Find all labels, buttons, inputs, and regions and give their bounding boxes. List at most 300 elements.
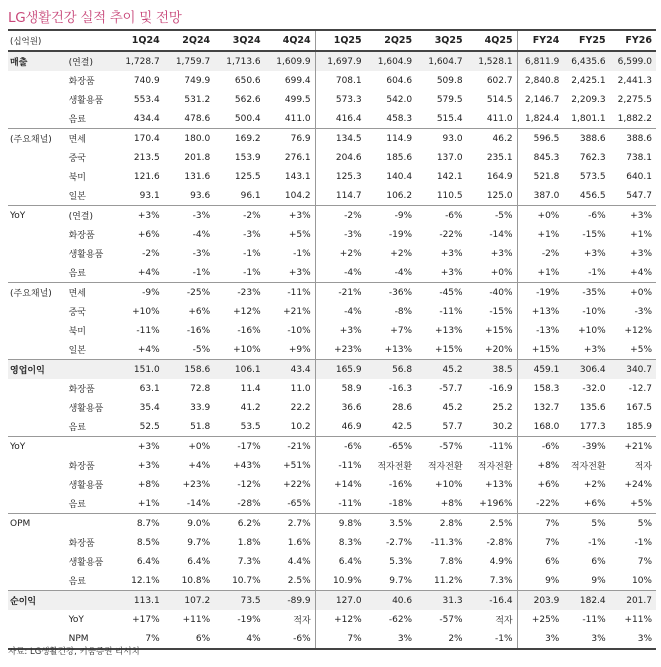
value-cell: 7% — [637, 556, 652, 567]
value-cell: +12% — [624, 325, 652, 336]
value-cell: 140.4 — [386, 171, 413, 182]
value-cell: -40% — [489, 287, 513, 298]
value-cell: -6% — [293, 633, 311, 644]
value-cell: 411.0 — [486, 113, 513, 124]
value-cell: -12% — [237, 479, 261, 490]
value-cell: 22.2 — [290, 402, 311, 413]
value-cell: 51.8 — [190, 421, 211, 432]
table-row — [8, 475, 656, 494]
value-cell: 478.6 — [184, 113, 211, 124]
value-cell: 11.0 — [290, 383, 311, 394]
value-cell: +6% — [517, 475, 563, 494]
value-cell: +11% — [182, 614, 211, 625]
row-sub-label: 화장품 — [68, 231, 95, 241]
value-cell: +3% — [288, 210, 311, 221]
value-cell: 2% — [448, 633, 463, 644]
value-cell: 28.6 — [392, 402, 413, 413]
value-cell: 6.4% — [136, 556, 160, 567]
row-sub-label: NPM — [68, 633, 89, 644]
value-cell: -8% — [394, 306, 413, 317]
value-cell: 적자 — [634, 462, 652, 472]
value-cell: +8% — [137, 479, 160, 490]
value-cell: +3% — [630, 210, 652, 221]
value-cell: 73.5 — [240, 595, 261, 606]
row-category-label — [8, 321, 61, 340]
value-cell: 416.4 — [315, 109, 365, 129]
value-cell: 3% — [397, 633, 413, 644]
table-row — [8, 321, 656, 340]
value-cell: 185.9 — [626, 421, 652, 432]
column-header: 3Q25 — [434, 35, 463, 46]
value-cell: 500.4 — [234, 113, 261, 124]
value-cell: -1% — [192, 267, 211, 278]
value-cell: 9.7% — [187, 537, 211, 548]
column-header: 1Q24 — [131, 35, 160, 46]
value-cell: -11% — [287, 287, 311, 298]
value-cell: +25% — [517, 610, 563, 629]
value-cell: -36% — [388, 287, 413, 298]
source-note: 자료: LG생활건강, 키움증권 리서치 — [8, 647, 140, 657]
value-cell: -5% — [192, 344, 211, 355]
row-category-label: YoY — [10, 210, 26, 221]
value-cell: -11% — [315, 494, 365, 514]
value-cell: -62% — [388, 614, 413, 625]
table-row — [8, 263, 656, 283]
row-category-label — [8, 379, 61, 398]
value-cell: 106.1 — [234, 364, 261, 375]
table-row — [8, 456, 656, 475]
value-cell: 740.9 — [133, 75, 160, 86]
value-cell: -11% — [315, 456, 365, 475]
row-sub-label: 화장품 — [68, 385, 95, 395]
column-header: FY25 — [579, 35, 606, 46]
value-cell: 114.7 — [315, 186, 365, 206]
value-cell: +196% — [479, 498, 513, 509]
value-cell: -23% — [237, 287, 261, 298]
table-row — [8, 360, 656, 380]
value-cell: +2% — [315, 244, 365, 263]
value-cell: 33.9 — [190, 402, 211, 413]
value-cell: 168.0 — [517, 417, 563, 437]
value-cell: +13% — [435, 325, 463, 336]
value-cell: +3% — [315, 321, 365, 340]
value-cell: 57.7 — [442, 421, 463, 432]
row-sub-label: 중국 — [68, 154, 86, 164]
value-cell: +0% — [630, 287, 652, 298]
value-cell: +1% — [517, 263, 563, 283]
value-cell: 596.5 — [517, 129, 563, 149]
value-cell: 127.0 — [315, 591, 365, 611]
table-row — [8, 71, 656, 90]
table-row — [8, 398, 656, 417]
table-row — [8, 610, 656, 629]
value-cell: 542.0 — [386, 94, 413, 105]
value-cell: 6% — [195, 633, 211, 644]
table-row — [8, 206, 656, 226]
value-cell: 573.5 — [579, 171, 606, 182]
value-cell: -9% — [394, 210, 413, 221]
value-cell: 9.8% — [315, 514, 365, 534]
value-cell: 131.6 — [184, 171, 211, 182]
value-cell: +0% — [517, 206, 563, 226]
value-cell: -10% — [582, 306, 606, 317]
value-cell: -22% — [439, 229, 463, 240]
row-sub-label: 일본 — [68, 346, 86, 356]
value-cell: +4% — [137, 267, 160, 278]
row-sub-label: 생활용품 — [68, 404, 104, 414]
table-row — [8, 417, 656, 437]
value-cell: 42.5 — [392, 421, 413, 432]
row-category-label — [8, 398, 61, 417]
row-category-label — [8, 456, 61, 475]
table-row — [8, 494, 656, 514]
value-cell: 52.5 — [139, 421, 160, 432]
value-cell: +3% — [288, 267, 311, 278]
value-cell: 235.1 — [486, 152, 513, 163]
value-cell: +5% — [630, 498, 652, 509]
row-sub-label: (연결) — [68, 58, 94, 68]
value-cell: 9.7% — [389, 575, 413, 586]
value-cell: 185.6 — [386, 152, 413, 163]
value-cell: 적자전환 — [427, 462, 463, 472]
value-cell: +5% — [288, 229, 311, 240]
row-sub-label — [61, 360, 114, 380]
value-cell: 531.2 — [184, 94, 211, 105]
row-sub-label — [61, 591, 114, 611]
table-row — [8, 244, 656, 263]
row-category-label — [8, 475, 61, 494]
value-cell: 459.1 — [517, 360, 563, 380]
value-cell: -1% — [588, 537, 606, 548]
value-cell: 2,840.8 — [517, 71, 563, 90]
value-cell: +1% — [630, 229, 652, 240]
value-cell: 5.3% — [389, 556, 413, 567]
value-cell: -16% — [237, 325, 261, 336]
value-cell: 7% — [517, 514, 563, 534]
value-cell: 56.8 — [392, 364, 413, 375]
value-cell: 4.4% — [287, 556, 311, 567]
value-cell: +6% — [137, 229, 160, 240]
column-header: FY24 — [517, 30, 563, 51]
value-cell: +13% — [517, 302, 563, 321]
value-cell: 650.6 — [234, 75, 261, 86]
value-cell: 10.9% — [315, 571, 365, 591]
value-cell: -6% — [445, 210, 463, 221]
row-category-label — [8, 148, 61, 167]
value-cell: 132.7 — [517, 398, 563, 417]
value-cell: 4.9% — [489, 556, 513, 567]
row-category-label: 영업이익 — [10, 366, 45, 376]
value-cell: +13% — [384, 344, 413, 355]
value-cell: 1.6% — [287, 537, 311, 548]
value-cell: +3% — [583, 344, 606, 355]
value-cell: 2,425.1 — [571, 75, 606, 86]
value-cell: 10.2 — [290, 421, 311, 432]
value-cell: +15% — [435, 344, 463, 355]
table-row — [8, 129, 656, 149]
value-cell: 573.3 — [315, 90, 365, 109]
row-sub-label: 생활용품 — [68, 558, 104, 568]
value-cell: -65% — [388, 441, 413, 452]
value-cell: 514.5 — [486, 94, 513, 105]
value-cell: 1,759.7 — [175, 56, 211, 67]
column-header: 3Q24 — [232, 35, 261, 46]
row-sub-label: 중국 — [68, 308, 86, 318]
value-cell: 1,604.9 — [377, 56, 413, 67]
value-cell: 640.1 — [626, 171, 652, 182]
value-cell: 93.6 — [190, 190, 211, 201]
unit-label: (십억원) — [10, 36, 42, 47]
value-cell: 306.4 — [579, 364, 606, 375]
value-cell: +51% — [283, 460, 311, 471]
value-cell: 125.5 — [234, 171, 261, 182]
value-cell: 8.3% — [315, 533, 365, 552]
value-cell: 180.0 — [184, 133, 211, 144]
value-cell: 2,275.5 — [617, 94, 652, 105]
value-cell: 2,209.3 — [571, 94, 606, 105]
value-cell: 143.1 — [284, 171, 311, 182]
value-cell: 749.9 — [184, 75, 211, 86]
value-cell: 36.6 — [315, 398, 365, 417]
value-cell: +3% — [630, 248, 652, 259]
value-cell: 적자전환 — [477, 462, 513, 472]
row-category-label: YoY — [10, 441, 26, 452]
value-cell: +3% — [137, 460, 160, 471]
row-sub-label: 화장품 — [68, 462, 95, 472]
value-cell: 203.9 — [517, 591, 563, 611]
value-cell: 604.6 — [386, 75, 413, 86]
value-cell: -21% — [287, 441, 311, 452]
value-cell: 3% — [637, 633, 652, 644]
value-cell: +6% — [188, 306, 211, 317]
table-row — [8, 571, 656, 591]
value-cell: 4% — [246, 633, 261, 644]
row-category-label — [8, 417, 61, 437]
value-cell: +0% — [188, 441, 211, 452]
value-cell: 340.7 — [626, 364, 652, 375]
row-category-label — [8, 610, 61, 629]
value-cell: 6% — [591, 556, 606, 567]
table-row — [8, 109, 656, 129]
table-row — [8, 148, 656, 167]
value-cell: 1,882.2 — [617, 113, 652, 124]
value-cell: +3% — [137, 441, 160, 452]
value-cell: 96.1 — [240, 190, 261, 201]
value-cell: 적자 — [495, 616, 513, 626]
value-cell: -2.8% — [486, 537, 513, 548]
table-row — [8, 186, 656, 206]
value-cell: +43% — [233, 460, 261, 471]
value-cell: -16.3 — [388, 383, 413, 394]
row-sub-label: 음료 — [68, 423, 86, 433]
value-cell: +23% — [315, 340, 365, 360]
value-cell: +4% — [137, 344, 160, 355]
value-cell: +7% — [390, 325, 413, 336]
value-cell: -1% — [243, 267, 261, 278]
column-header: FY26 — [625, 35, 652, 46]
row-sub-label: 음료 — [68, 500, 86, 510]
row-sub-label: 북미 — [68, 327, 86, 337]
value-cell: -89.9 — [287, 595, 311, 606]
value-cell: 93.0 — [442, 133, 463, 144]
value-cell: -2.7% — [385, 537, 413, 548]
row-category-label — [8, 340, 61, 360]
value-cell: 2.5% — [489, 518, 513, 529]
row-category-label: 매출 — [10, 58, 28, 68]
value-cell: 125.3 — [315, 167, 365, 186]
value-cell: +4% — [630, 267, 652, 278]
value-cell: -14% — [489, 229, 513, 240]
row-sub-label: 음료 — [68, 115, 86, 125]
value-cell: 509.8 — [436, 75, 463, 86]
row-sub-label: YoY — [68, 614, 84, 625]
value-cell: -5% — [495, 210, 513, 221]
value-cell: -35% — [582, 287, 606, 298]
value-cell: -57% — [439, 614, 463, 625]
value-cell: +13% — [485, 479, 513, 490]
value-cell: 1,604.7 — [428, 56, 463, 67]
value-cell: 125.0 — [486, 190, 513, 201]
value-cell: 553.4 — [133, 94, 160, 105]
value-cell: 113.1 — [133, 595, 160, 606]
value-cell: -13% — [517, 321, 563, 340]
value-cell: 158.3 — [517, 379, 563, 398]
value-cell: 58.9 — [315, 379, 365, 398]
table-row — [8, 167, 656, 186]
value-cell: 2.7% — [287, 518, 311, 529]
value-cell: 2.8% — [439, 518, 463, 529]
value-cell: -17% — [237, 441, 261, 452]
value-cell: 169.2 — [234, 133, 261, 144]
value-cell: +15% — [517, 340, 563, 360]
value-cell: +17% — [132, 614, 160, 625]
value-cell: +23% — [182, 479, 211, 490]
value-cell: +1% — [137, 498, 160, 509]
value-cell: 121.6 — [133, 171, 160, 182]
table-row — [8, 533, 656, 552]
table-row — [8, 90, 656, 109]
value-cell: 182.4 — [579, 595, 606, 606]
table-row — [8, 514, 656, 534]
value-cell: 11.2% — [434, 575, 463, 586]
value-cell: 3% — [591, 633, 606, 644]
column-header: 1Q25 — [315, 30, 365, 51]
value-cell: 6,811.9 — [517, 51, 563, 71]
value-cell: -1% — [634, 537, 652, 548]
value-cell: 562.6 — [234, 94, 261, 105]
value-cell: 2,441.3 — [617, 75, 652, 86]
value-cell: 5% — [591, 518, 606, 529]
row-category-label: 순이익 — [10, 597, 37, 607]
value-cell: -32.0 — [582, 383, 606, 394]
value-cell: 6.4% — [187, 556, 211, 567]
table-row — [8, 591, 656, 611]
value-cell: 적자전환 — [570, 462, 606, 472]
value-cell: 46.9 — [315, 417, 365, 437]
value-cell: -39% — [582, 441, 606, 452]
value-cell: 7% — [315, 629, 365, 649]
value-cell: 276.1 — [284, 152, 311, 163]
value-cell: -11% — [489, 441, 513, 452]
value-cell: -3% — [192, 248, 211, 259]
value-cell: +6% — [583, 498, 606, 509]
row-sub-label: 화장품 — [68, 539, 95, 549]
value-cell: -57% — [439, 441, 463, 452]
table-row — [8, 283, 656, 303]
value-cell: +10% — [132, 306, 160, 317]
column-header: 2Q24 — [182, 35, 211, 46]
value-cell: 106.2 — [386, 190, 413, 201]
value-cell: -16.9 — [489, 383, 513, 394]
value-cell: 3.5% — [389, 518, 413, 529]
value-cell: 845.3 — [517, 148, 563, 167]
value-cell: 458.3 — [386, 113, 413, 124]
value-cell: -3% — [192, 210, 211, 221]
value-cell: +3% — [583, 248, 606, 259]
value-cell: 142.1 — [436, 171, 463, 182]
value-cell: 35.4 — [139, 402, 160, 413]
value-cell: +1% — [517, 225, 563, 244]
column-header: 4Q24 — [282, 35, 311, 46]
header-row — [8, 30, 656, 51]
value-cell: -4% — [315, 302, 365, 321]
value-cell: 7.3% — [489, 575, 513, 586]
row-sub-label: 생활용품 — [68, 481, 104, 491]
value-cell: 201.8 — [184, 152, 211, 163]
value-cell: 6.2% — [237, 518, 261, 529]
value-cell: +11% — [624, 614, 652, 625]
value-cell: 515.4 — [436, 113, 463, 124]
value-cell: 7.8% — [439, 556, 463, 567]
value-cell: -6% — [517, 437, 563, 457]
value-cell: 1,697.9 — [315, 51, 365, 71]
value-cell: -16% — [388, 479, 413, 490]
value-cell: -2% — [315, 206, 365, 226]
value-cell: 2.5% — [287, 575, 311, 586]
row-category-label — [8, 90, 61, 109]
row-category-label — [8, 71, 61, 90]
value-cell: 11.4 — [240, 383, 261, 394]
value-cell: -10% — [287, 325, 311, 336]
row-category-label — [8, 302, 61, 321]
value-cell: 1.8% — [237, 537, 261, 548]
row-category-label — [8, 263, 61, 283]
value-cell: 6,599.0 — [617, 56, 652, 67]
value-cell: 40.6 — [392, 595, 413, 606]
value-cell: +9% — [288, 344, 311, 355]
value-cell: 63.1 — [139, 383, 160, 394]
table-row — [8, 340, 656, 360]
value-cell: 201.7 — [626, 595, 652, 606]
value-cell: 387.0 — [517, 186, 563, 206]
value-cell: 10% — [631, 575, 652, 586]
value-cell: 6% — [517, 552, 563, 571]
value-cell: 167.5 — [626, 402, 652, 413]
value-cell: +22% — [283, 479, 311, 490]
value-cell: -6% — [315, 437, 365, 457]
value-cell: -4% — [315, 263, 365, 283]
value-cell: +10% — [435, 479, 463, 490]
value-cell: 177.3 — [579, 421, 606, 432]
table-row — [8, 225, 656, 244]
row-category-label — [8, 244, 61, 263]
value-cell: 38.5 — [492, 364, 513, 375]
value-cell: 9% — [591, 575, 606, 586]
value-cell: 388.6 — [579, 133, 606, 144]
value-cell: 10.7% — [232, 575, 261, 586]
row-category-label — [8, 225, 61, 244]
row-sub-label: 음료 — [68, 269, 86, 279]
